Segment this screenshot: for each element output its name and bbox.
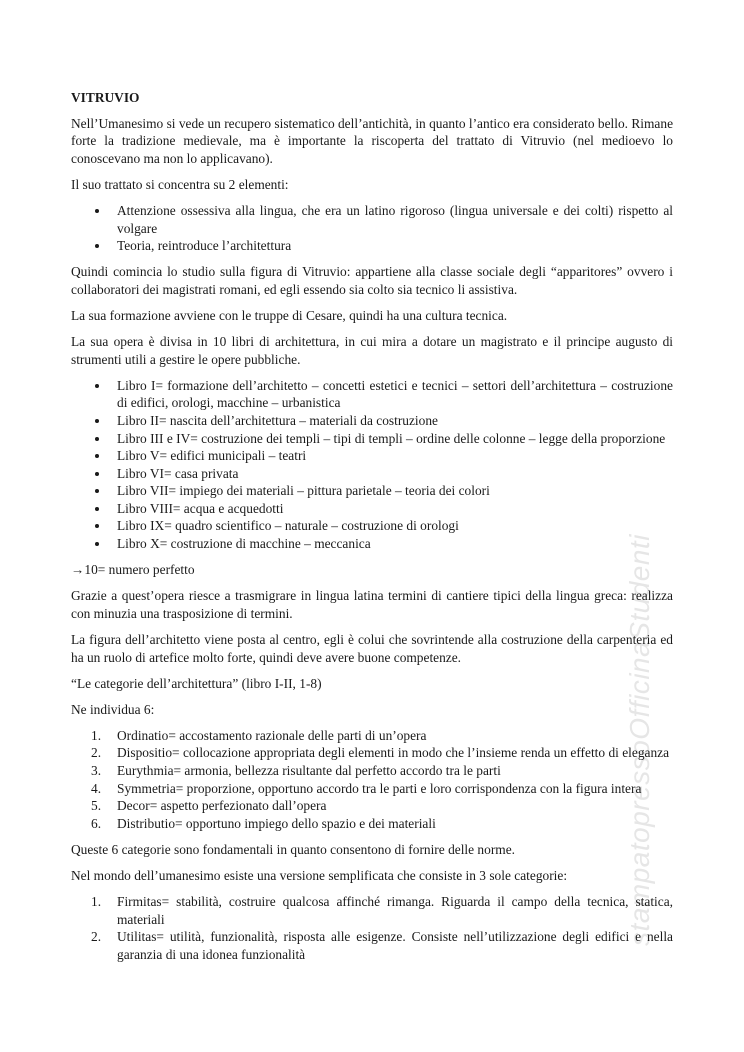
list-item [71, 815, 673, 833]
list-item: Libro II= nascita dell’architettura – materiali da costruzione [71, 412, 673, 430]
list-text: Ordinatio= accostamento razionale delle parti di un’opera [117, 727, 427, 743]
categorie-fondamentali-paragraph: Queste 6 categorie sono fondamentali in quanto consentono di fornire delle norme. [71, 841, 515, 857]
list-text: Decor= aspetto perfezionato dall’opera [117, 798, 327, 814]
numero-perfetto-note: →10= numero perfetto [71, 562, 195, 578]
list-number: 2. [91, 745, 102, 761]
list-number: 4. [91, 780, 102, 796]
categorie-list [71, 727, 673, 833]
list-item [71, 762, 673, 780]
libri-list [71, 377, 673, 553]
list-item: Libro VI= casa privata [71, 465, 673, 483]
categorie-semplificate-list [71, 893, 673, 963]
list-text: Eurythmia= armonia, bellezza risultante dal perfetto accordo tra le parti [117, 763, 501, 778]
list-number: 1. [91, 727, 102, 743]
grazie-opera-paragraph: Grazie a quest’opera riesce a trasmigrare in lingua latina termini di cantiere tipici della lingua greca: realizza con minuzia una trasposizione di termini. [71, 588, 673, 621]
list-text: Distributio= opportuno impiego dello spazio e dei materiali [117, 815, 436, 831]
list-item: Libro V= edifici municipali – teatri [71, 447, 673, 465]
list-item: Attenzione ossessiva alla lingua, che era un latino rigoroso (lingua universale e dei colti) rispetto al volgare [71, 202, 673, 237]
ne-individua: Ne individua 6: [71, 701, 155, 717]
trattato-elements-list [71, 202, 673, 255]
page-title: VITRUVIO [71, 90, 140, 105]
trattato-intro: Il suo trattato si concentra su 2 elementi: [71, 176, 289, 192]
list-number: 2. [91, 929, 102, 945]
list-item: Libro VIII= acqua e acquedotti [71, 500, 673, 518]
list-item [71, 727, 673, 745]
list-item: Libro X= costruzione di macchine – meccanica [71, 535, 673, 553]
list-item: Libro I= formazione dell’architetto – concetti estetici e tecnici – settori dell’architettura – costruzione di edifici, orologi, macchine – urbanistica [71, 377, 673, 412]
list-text: Firmitas= stabilità, costruire qualcosa affinché rimanga. Riguarda il campo della tecnica, statica, materiali [117, 894, 673, 927]
formazione-paragraph: La sua formazione avviene con le truppe di Cesare, quindi ha una cultura tecnica. [71, 307, 508, 323]
list-text: Dispositio= collocazione appropriata degli elementi in modo che l’insieme renda un effetto di eleganza [117, 745, 670, 761]
list-item [71, 744, 673, 762]
list-number: 1. [91, 894, 102, 910]
list-text: Utilitas= utilità, funzionalità, risposta alle esigenze. Consiste nell’utilizzazione degli edifici e nella garanzia di una idonea funzionalità [117, 929, 673, 962]
watermark: stampatopressoOfficinaStudenti [624, 534, 656, 946]
opera-intro-paragraph: La sua opera è divisa in 10 libri di architettura, in cui mira a dotare un magistrato e il principe augusto di strumenti utili a gestire le opere pubbliche. [71, 334, 673, 367]
list-item: Libro VII= impiego dei materiali – pittura parietale – teoria dei colori [71, 482, 673, 500]
categorie-heading: “Le categorie dell’architettura” (libro I-II, 1-8) [71, 675, 322, 691]
umanesimo-versione-paragraph: Nel mondo dell’umanesimo esiste una versione semplificata che consiste in 3 sole categorie: [71, 867, 568, 883]
figura-vitruvio-paragraph: Quindi comincia lo studio sulla figura di Vitruvio: appartiene alla classe sociale degli “apparitores” ovvero i collaboratori dei magistrati romani, ed egli essendo sia colto sia tecnico li assistiva. [71, 264, 673, 297]
list-number: 3. [91, 763, 102, 778]
figura-architetto-paragraph: La figura dell’architetto viene posta al centro, egli è colui che sovrintende alla costruzione della carpenteria ed ha un ruolo di artefice molto forte, quindi deve avere buone competenze. [71, 631, 673, 665]
list-item [71, 797, 673, 815]
list-number: 5. [91, 798, 102, 814]
list-text: Symmetria= proporzione, opportuno accordo tra le parti e loro corrispondenza con la figura intera [117, 780, 642, 796]
list-item: Teoria, reintroduce l’architettura [71, 237, 673, 255]
list-item [71, 928, 673, 963]
list-number: 6. [91, 815, 102, 831]
document-page [71, 89, 673, 972]
list-item [71, 893, 673, 928]
list-item: Libro III e IV= costruzione dei templi – tipi di templi – ordine delle colonne – legge della proporzione [71, 430, 673, 448]
list-item: Libro IX= quadro scientifico – naturale – costruzione di orologi [71, 517, 673, 535]
list-item [71, 780, 673, 798]
intro-paragraph: Nell’Umanesimo si vede un recupero sistematico dell’antichità, in quanto l’antico era considerato bello. Rimane forte la tradizione medievale, ma è importante la riscoperta del trattato di Vitruvio (nel medioevo lo conoscevano ma non lo applicavano). [71, 115, 674, 166]
